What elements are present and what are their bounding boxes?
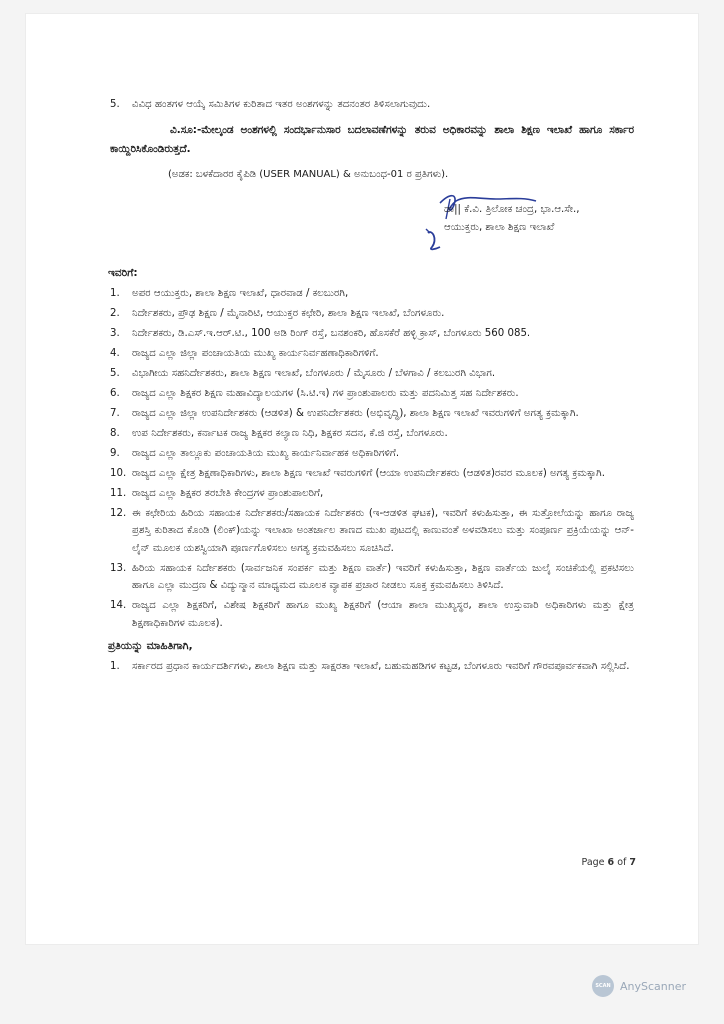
scanner-brand: AnyScanner xyxy=(620,979,687,993)
item-5-number: 5. xyxy=(110,99,120,110)
list-item-text: ಈ ಕಛೇರಿಯ ಹಿರಿಯ ಸಹಾಯಕ ನಿರ್ದೇಶಕರು/ಸಹಾಯಕ ನಿರ್ದೇಶಕರು (ಇ-ಆಡಳಿತ ಘಟಕ), ಇವರಿಗೆ ಕಳುಹಿಸುತ್ತಾ, ಈ ಸುತ್ತೋಲೆಯನ್ನು ಹಾಗೂ ರಾಜ್ಯ ಪ್ರಶಸ್ತಿ ಕುರಿತಾದ ಕೊಂಡಿ (ಲಿಂಕ್)ಯನ್ನು ಇಲಾಖಾ ಅಂತರ್ಜಾಲ ತಾಣದ ಮುಖ ಪುಟದಲ್ಲಿ ಕಾಣುವಂತೆ ಅಳವಡಿಸಲು ಮತ್ತು ಸಂಪೂರ್ಣ ಪ್ರಕ್ರಿಯೆಯನ್ನು ಆನ್-ಲೈನ್ ಮೂಲಕ ಯಶಸ್ವಿಯಾಗಿ ಪೂರ್ಣಗೊಳಿಸಲು ಅಗತ್ಯ ಕ್ರಮವಹಿಸಲು ಸೂಚಿಸಿದೆ. xyxy=(132,507,634,554)
list-item-text: ಸರ್ಕಾರದ ಪ್ರಧಾನ ಕಾರ್ಯದರ್ಶಿಗಳು, ಶಾಲಾ ಶಿಕ್ಷಣ ಮತ್ತು ಸಾಕ್ಷರತಾ ಇಲಾಖೆ, ಬಹುಮಹಡಿಗಳ ಕಟ್ಟಡ, ಬೆಂಗಳೂರು ಇವರಿಗೆ ಗೌರವಪೂರ್ವಕವಾಗಿ ಸಲ್ಲಿಸಿದೆ. xyxy=(132,660,630,672)
scanner-logo-icon: SCAN xyxy=(592,975,614,997)
list-item-number: 9. xyxy=(110,447,120,459)
list-item xyxy=(110,505,634,558)
list-item-number: 4. xyxy=(110,347,120,359)
list-item-text: ರಾಜ್ಯದ ಎಲ್ಲಾ ಶಿಕ್ಷಕರ ಶಿಕ್ಷಣ ಮಹಾವಿದ್ಯಾಲಯಗಳ (ಸಿ.ಟಿ.ಇ) ಗಳ ಪ್ರಾಂಶುಪಾಲರು ಮತ್ತು ಪದನಿಮಿತ್ತ ಸಹ ನಿರ್ದೇಶಕರು. xyxy=(132,387,519,399)
copy-recipients-list xyxy=(110,658,634,676)
signatory-designation: ಆಯುಕ್ತರು, ಶಾಲಾ ಶಿಕ್ಷಣ ಇಲಾಖೆ xyxy=(444,222,555,233)
list-item-text: ರಾಜ್ಯದ ಎಲ್ಲಾ ಶಿಕ್ಷಕರಿಗೆ, ವಿಶೇಷ ಶಿಕ್ಷಕರಿಗೆ ಹಾಗೂ ಮುಖ್ಯ ಶಿಕ್ಷಕರಿಗೆ (ಆಯಾ ಶಾಲಾ ಮುಖ್ಯಸ್ಥರ, ಶಾಲಾ ಉಸ್ತುವಾರಿ ಅಧಿಕಾರಿಗಳು ಮತ್ತು ಕ್ಷೇತ್ರ ಶಿಕ್ಷಣಾಧಿಕಾರಿಗಳ ಮೂಲಕ). xyxy=(132,600,634,629)
list-item-text: ಅಪರ ಆಯುಕ್ತರು, ಶಾಲಾ ಶಿಕ್ಷಣ ಇಲಾಖೆ, ಧಾರವಾಡ / ಕಲಬುರಗಿ, xyxy=(132,287,349,299)
list-item xyxy=(110,345,634,363)
list-item-number: 7. xyxy=(110,407,120,419)
list-item-number: 8. xyxy=(110,427,120,439)
document-page xyxy=(26,14,698,944)
list-item-text: ರಾಜ್ಯದ ಎಲ್ಲಾ ಜಿಲ್ಲಾ ಪಂಚಾಯತಿಯ ಮುಖ್ಯ ಕಾರ್ಯನಿರ್ವಹಣಾಧಿಕಾರಿಗಳಿಗೆ. xyxy=(132,347,379,359)
list-item-text: ಉಪ ನಿರ್ದೇಶಕರು, ಕರ್ನಾಟಕ ರಾಜ್ಯ ಶಿಕ್ಷಕರ ಕಲ್ಯಾಣ ನಿಧಿ, ಶಿಕ್ಷಕರ ಸದನ, ಕೆ.ಜಿ ರಸ್ತೆ, ಬೆಂಗಳೂರು. xyxy=(132,427,448,439)
page-current: 6 xyxy=(607,857,615,868)
list-item-text: ರಾಜ್ಯದ ಎಲ್ಲಾ ತಾಲ್ಲೂಕು ಪಂಚಾಯತಿಯ ಮುಖ್ಯ ಕಾರ್ಯನಿರ್ವಾಹಕ ಅಧಿಕಾರಿಗಳಿಗೆ. xyxy=(132,447,400,459)
list-item xyxy=(110,445,634,463)
scanner-watermark xyxy=(592,975,686,997)
list-item-number: 5. xyxy=(110,367,120,379)
list-item xyxy=(110,305,634,323)
list-item xyxy=(110,465,634,483)
list-item xyxy=(110,385,634,403)
list-item-text: ರಾಜ್ಯದ ಎಲ್ಲಾ ಶಿಕ್ಷಕರ ತರಬೇತಿ ಕೇಂದ್ರಗಳ ಪ್ರಾಂಶುಪಾಲರಿಗೆ, xyxy=(132,487,324,499)
list-item xyxy=(110,658,634,676)
list-item-number: 13. xyxy=(110,562,127,574)
item-5 xyxy=(110,96,634,114)
list-item-number: 14. xyxy=(110,600,127,611)
list-item-text: ನಿರ್ದೇಶಕರು, ಡಿ.ಎಸ್.ಇ.ಆರ್.ಟಿ., 100 ಅಡಿ ರಿಂಗ್ ರಸ್ತೆ, ಬನಶಂಕರಿ, ಹೊಸಕೆರೆ ಹಳ್ಳಿ ಕ್ರಾಸ್, ಬೆಂಗಳೂರು 560 085. xyxy=(132,327,531,339)
page-label: Page xyxy=(581,857,608,868)
list-item xyxy=(110,325,634,343)
list-item-number: 1. xyxy=(110,660,120,672)
list-item-number: 10. xyxy=(110,467,127,479)
document-body xyxy=(110,96,634,678)
list-item-number: 6. xyxy=(110,387,120,399)
note-paragraph: ವಿ.ಸೂ:-ಮೇಲ್ಕಂಡ ಅಂಶಗಳಲ್ಲಿ ಸಂದರ್ಭಾನುಸಾರ ಬದಲಾವಣೆಗಳನ್ನು ತರುವ ಅಧಿಕಾರವನ್ನು ಶಾಲಾ ಶಿಕ್ಷಣ ಇಲಾಖೆ ಹಾಗೂ ಸರ್ಕಾರ ಕಾಯ್ದಿರಿಸಿಕೊಂಡಿರುತ್ತದೆ. xyxy=(110,123,634,155)
list-item xyxy=(110,597,634,632)
enclosure-line: (ಅಡಕ: ಬಳಕೆದಾರರ ಕೈಪಿಡಿ (USER MANUAL) & ಅನುಬಂಧ-01 ರ ಪ್ರತಿಗಳು). xyxy=(168,168,449,180)
recipients-list xyxy=(110,285,634,633)
list-item-text: ವಿಭಾಗೀಯ ಸಹನಿರ್ದೇಶಕರು, ಶಾಲಾ ಶಿಕ್ಷಣ ಇಲಾಖೆ, ಬೆಂಗಳೂರು / ಮೈಸೂರು / ಬೆಳಗಾವಿ / ಕಲಬುರಗಿ ವಿಭಾಗ. xyxy=(132,367,496,379)
list-item-text: ನಿರ್ದೇಶಕರು, ಪ್ರೌಢ ಶಿಕ್ಷಣ / ಮೈನಾರಿಟಿ, ಆಯುಕ್ತರ ಕಛೇರಿ, ಶಾಲಾ ಶಿಕ್ಷಣ ಇಲಾಖೆ, ಬೆಂಗಳೂರು. xyxy=(132,307,445,319)
list-item-number: 1. xyxy=(110,287,120,299)
list-item-number: 2. xyxy=(110,307,120,319)
page-of-label: of xyxy=(614,857,630,868)
list-item xyxy=(110,285,634,303)
list-item-number: 3. xyxy=(110,327,120,339)
list-item xyxy=(110,405,634,423)
list-item-number: 12. xyxy=(110,507,127,519)
page-total: 7 xyxy=(629,857,636,868)
list-item-number: 11. xyxy=(110,487,127,499)
page-number xyxy=(582,857,636,868)
list-item xyxy=(110,365,634,383)
list-item xyxy=(110,485,634,503)
signatory-name: ಡಾ|| ಕೆ.ವಿ. ತ್ರಿಲೋಕ ಚಂದ್ರ, ಭಾ.ಆ.ಸೇ., xyxy=(444,204,580,215)
item-5-text: ವಿವಿಧ ಹಂತಗಳ ಆಯ್ಕೆ ಸಮಿತಿಗಳ ಕುರಿತಾದ ಇತರ ಅಂಶಗಳನ್ನು ತದನಂತರ ತಿಳಿಸಲಾಗುವುದು. xyxy=(132,99,431,110)
list-item-text: ರಾಜ್ಯದ ಎಲ್ಲಾ ಕ್ಷೇತ್ರ ಶಿಕ್ಷಣಾಧಿಕಾರಿಗಳು, ಶಾಲಾ ಶಿಕ್ಷಣ ಇಲಾಖೆ ಇವರುಗಳಿಗೆ (ಆಯಾ ಉಪನಿರ್ದೇಶಕರು (ಆಡಳಿತ)ರವರ ಮೂಲಕ) ಅಗತ್ಯ ಕ್ರಮಕ್ಕಾಗಿ. xyxy=(132,467,605,479)
to-heading: ಇವರಿಗೆ: xyxy=(108,267,138,279)
copy-heading: ಪ್ರತಿಯನ್ನು ಮಾಹಿತಿಗಾಗಿ, xyxy=(108,640,193,652)
signature-block xyxy=(110,189,634,259)
list-item-text: ರಾಜ್ಯದ ಎಲ್ಲಾ ಜಿಲ್ಲಾ ಉಪನಿರ್ದೇಶಕರು (ಆಡಳಿತ) & ಉಪನಿರ್ದೇಶಕರು (ಅಭಿವೃದ್ಧಿ), ಶಾಲಾ ಶಿಕ್ಷಣ ಇಲಾಖೆ ಇವರುಗಳಿಗೆ ಅಗತ್ಯ ಕ್ರಮಕ್ಕಾಗಿ. xyxy=(132,407,579,419)
list-item-text: ಹಿರಿಯ ಸಹಾಯಕ ನಿರ್ದೇಶಕರು (ಸಾರ್ವಜನಿಕ ಸಂಪರ್ಕ ಮತ್ತು ಶಿಕ್ಷಣ ವಾರ್ತೆ) ಇವರಿಗೆ ಕಳುಹಿಸುತ್ತಾ, ಶಿಕ್ಷಣ ವಾರ್ತೆಯ ಜುಲೈ ಸಂಚಿಕೆಯಲ್ಲಿ ಪ್ರಕಟಿಸಲು ಹಾಗೂ ಎಲ್ಲಾ ಮುದ್ರಣ & ವಿದ್ಯುನ್ಮಾನ ಮಾಧ್ಯಮದ ಮೂಲಕ ವ್ಯಾಪಕ ಪ್ರಚಾರ ನೀಡಲು ಸೂಕ್ತ ಕ್ರಮವಹಿಸಲು ತಿಳಿಸಿದೆ. xyxy=(132,562,634,591)
list-item xyxy=(110,560,634,595)
list-item xyxy=(110,425,634,443)
